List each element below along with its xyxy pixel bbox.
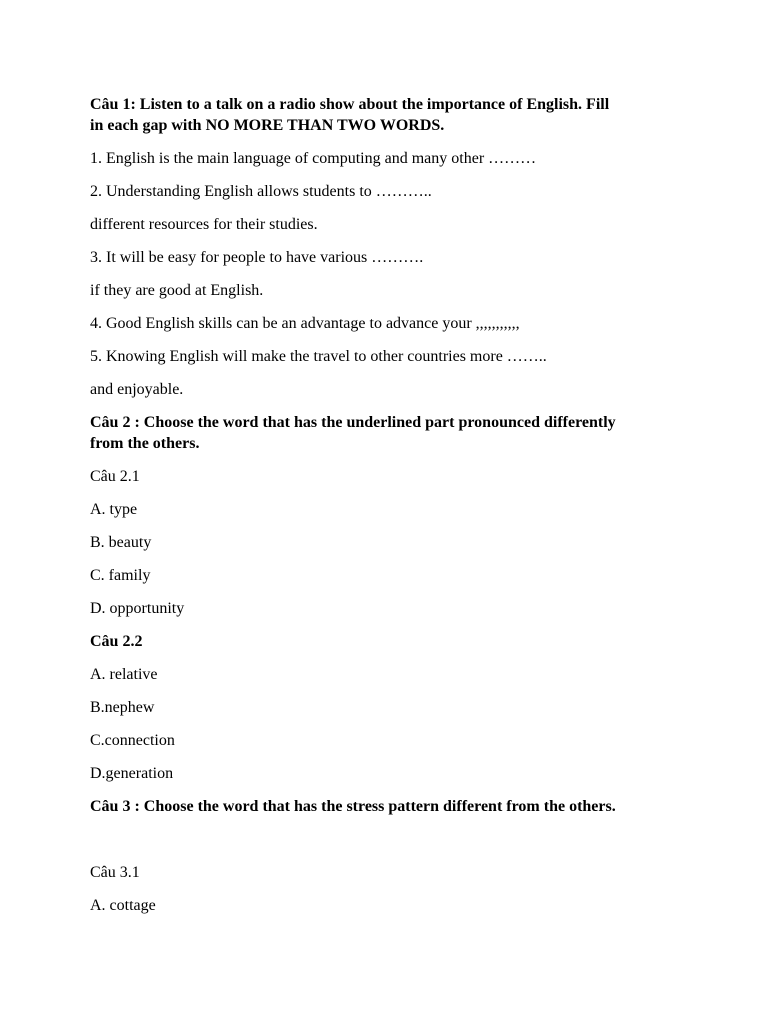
question-2-heading — [90, 412, 690, 454]
question-3-1-option-a: A. cottage — [90, 897, 156, 914]
question-2-2-label: Câu 2.2 — [90, 633, 143, 650]
question-2-2-option-a: A. relative — [90, 666, 158, 683]
document-content — [90, 94, 690, 928]
question-2-1-option-a: A. type — [90, 501, 138, 518]
question-3-heading: Câu 3 : Choose the word that has the stress pattern different from the others. — [90, 798, 616, 815]
question-1-item-5-continued: and enjoyable. — [90, 381, 184, 398]
question-1-heading — [90, 94, 690, 136]
question-2-heading-line-2: from the others. — [90, 435, 200, 452]
question-1-heading-line-2: in each gap with NO MORE THAN TWO WORDS. — [90, 117, 445, 134]
question-2-2-option-c: C.connection — [90, 732, 175, 749]
question-1-item-4: 4. Good English skills can be an advantage to advance your ,,,,,,,,,,, — [90, 315, 520, 332]
question-2-1-option-d: D. opportunity — [90, 600, 185, 617]
question-2-1-option-b: B. beauty — [90, 534, 152, 551]
question-1-item-1: 1. English is the main language of computing and many other ……… — [90, 150, 537, 167]
question-2-1-label: Câu 2.1 — [90, 468, 140, 485]
question-2-heading-line-1: Câu 2 : Choose the word that has the underlined part pronounced differently — [90, 414, 616, 431]
question-1-item-2: 2. Understanding English allows students to ……….. — [90, 183, 432, 200]
question-1-heading-line-1: Câu 1: Listen to a talk on a radio show about the importance of English. Fill — [90, 96, 610, 113]
question-1-item-5: 5. Knowing English will make the travel to other countries more …….. — [90, 348, 547, 365]
question-1-item-3: 3. It will be easy for people to have various ………. — [90, 249, 424, 266]
question-2-2-option-d: D.generation — [90, 765, 174, 782]
question-1-item-2-continued: different resources for their studies. — [90, 216, 318, 233]
question-2-1-option-c: C. family — [90, 567, 151, 584]
question-1-item-3-continued: if they are good at English. — [90, 282, 264, 299]
question-2-2-option-b: B.nephew — [90, 699, 155, 716]
question-3-1-label: Câu 3.1 — [90, 864, 140, 881]
blank-line — [90, 829, 690, 850]
